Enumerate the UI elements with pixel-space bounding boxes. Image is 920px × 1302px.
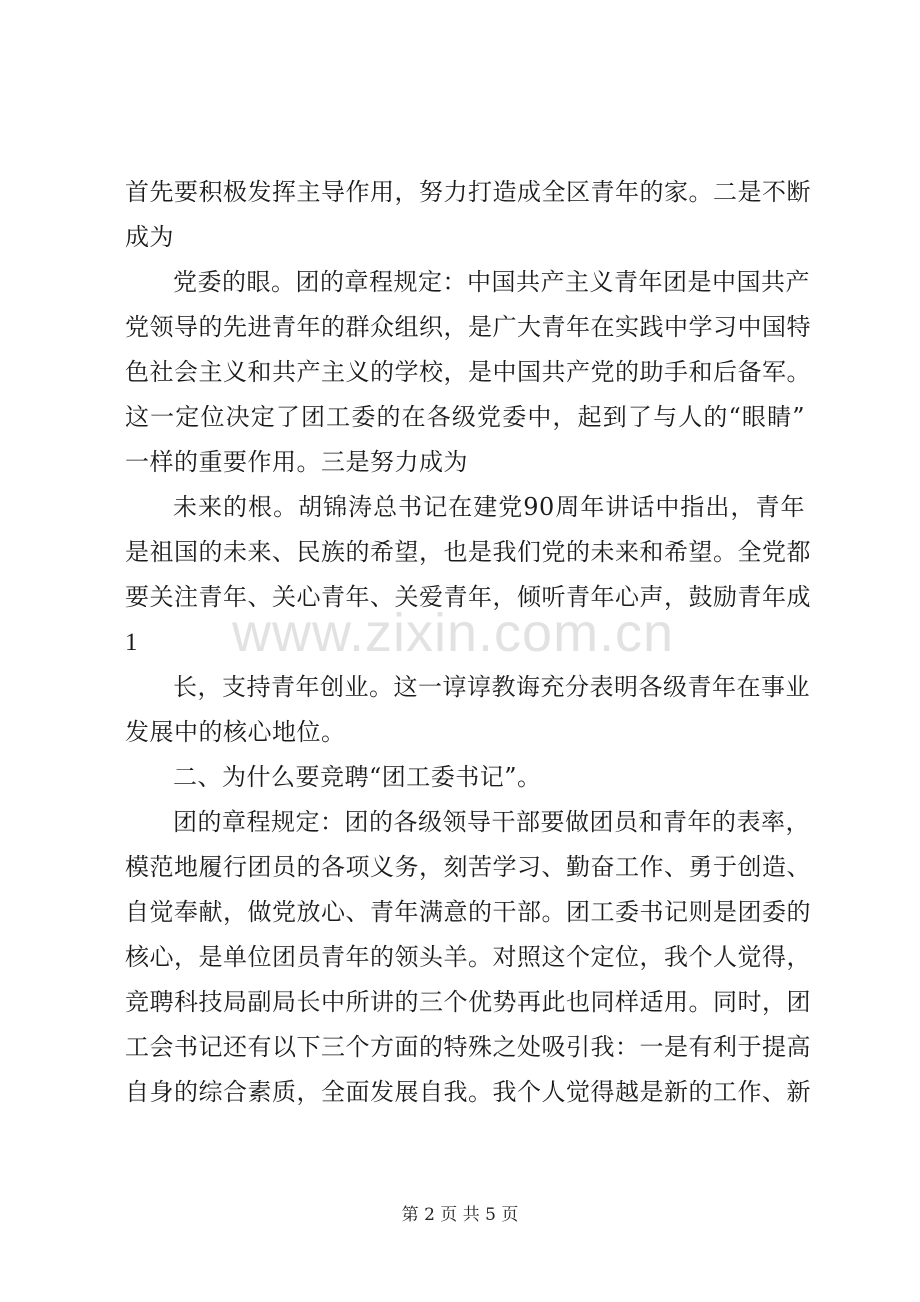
- text-line: 发展中的核心地位。: [125, 718, 346, 746]
- text-line: 自身的综合素质，全面发展自我。我个人觉得越是新的工作、新: [125, 1078, 811, 1106]
- text-line: 首先要积极发挥主导作用，努力打造成全区青年的家。二是不断: [125, 178, 811, 206]
- text-line: 团的章程规定：团的各级领导干部要做团员和青年的表率，: [173, 808, 810, 836]
- section-heading: 二、为什么要竞聘“团工委书记”。: [173, 763, 542, 791]
- text-line: 未来的根。胡锦涛总书记在建党90周年讲话中指出，青年: [173, 493, 805, 521]
- text-line: 工会书记还有以下三个方面的特殊之处吸引我：一是有利于提高: [125, 1033, 811, 1061]
- text-line: 党领导的先进青年的群众组织，是广大青年在实践中学习中国特: [125, 313, 811, 341]
- text-line: 色社会主义和共产主义的学校，是中国共产党的助手和后备军。: [125, 358, 811, 386]
- text-line: 模范地履行团员的各项义务，刻苦学习、勤奋工作、勇于创造、: [125, 853, 811, 881]
- watermark: www.zixin.com.cn: [232, 603, 675, 663]
- text-line: 一样的重要作用。三是努力成为: [125, 448, 468, 476]
- text-line: 这一定位决定了团工委的在各级党委中，起到了与人的“眼睛”: [125, 403, 805, 431]
- page-number-marker: 1: [125, 629, 138, 656]
- text-line: 要关注青年、关心青年、关爱青年，倾听青年心声，鼓励青年成: [125, 583, 811, 611]
- text-line: 成为: [125, 223, 174, 251]
- page-footer: 第 2 页 共 5 页: [401, 1205, 519, 1225]
- text-line: 自觉奉献，做党放心、青年满意的干部。团工委书记则是团委的: [125, 898, 811, 926]
- text-line: 长，支持青年创业。这一谆谆教诲充分表明各级青年在事业: [173, 673, 810, 701]
- text-line: 核心，是单位团员青年的领头羊。对照这个定位，我个人觉得，: [125, 943, 811, 971]
- text-line: 竞聘科技局副局长中所讲的三个优势再此也同样适用。同时，团: [125, 988, 811, 1016]
- body-text: [125, 170, 811, 1115]
- text-line: 是祖国的未来、民族的希望，也是我们党的未来和希望。全党都: [125, 538, 811, 566]
- text-line: 党委的眼。团的章程规定：中国共产主义青年团是中国共产: [173, 268, 810, 296]
